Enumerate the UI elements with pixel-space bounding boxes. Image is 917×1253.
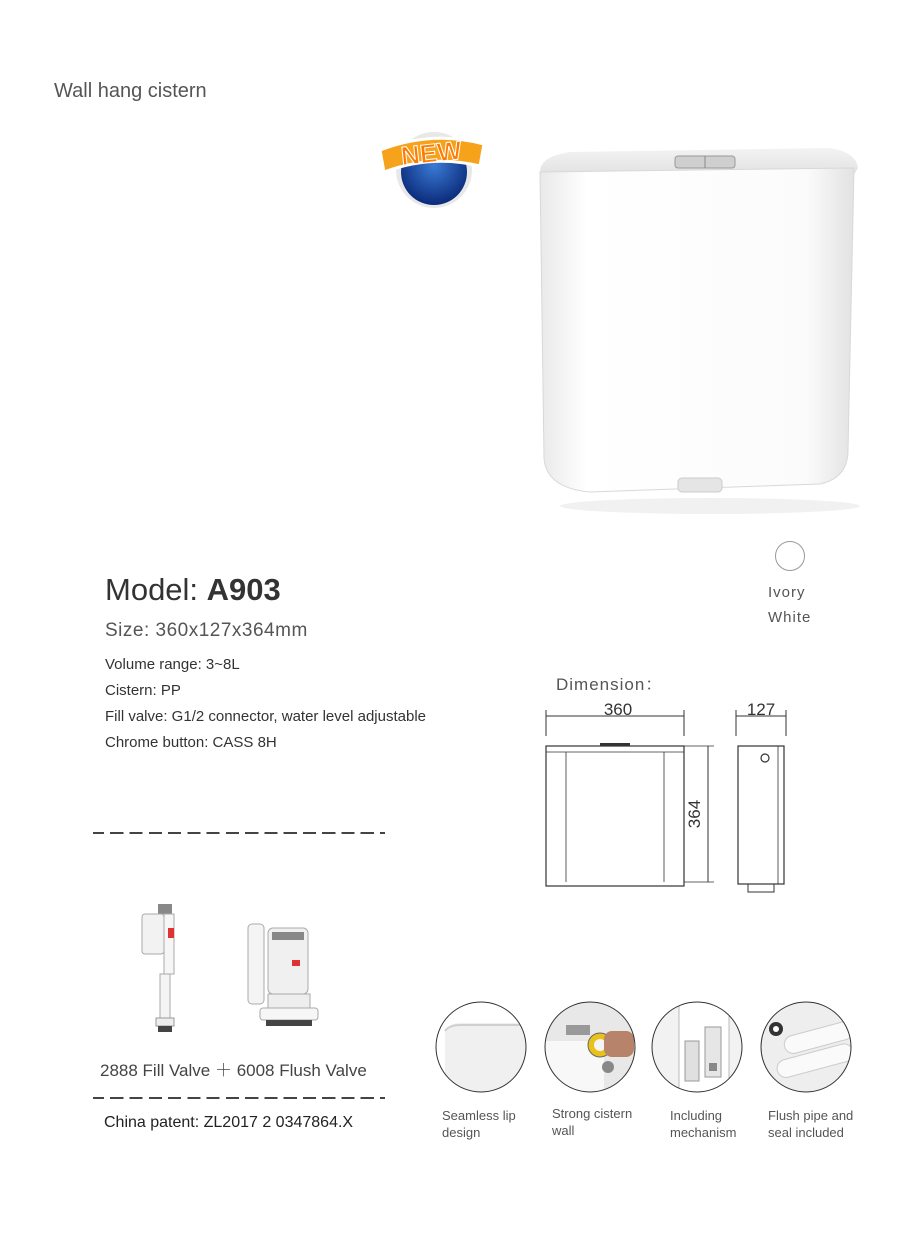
model-title (105, 572, 281, 608)
spec-fill-valve: Fill valve: G1/2 connector, water level adjustable (105, 708, 426, 725)
spec-volume: Volume range: 3~8L (105, 656, 240, 673)
model-code: A903 (206, 572, 281, 607)
dimension-heading: Dimension： (556, 675, 664, 694)
dimension-drawing (540, 696, 800, 906)
patent-number: China patent: ZL2017 2 0347864.X (104, 1114, 354, 1131)
dimension-height-label: 364 (685, 799, 704, 829)
feature-label-seamless-lip: Seamless lip design (442, 1108, 516, 1140)
feature-label-mechanism: Including mechanism (670, 1108, 737, 1140)
model-prefix: Model: (105, 572, 199, 607)
color-name-line2: White (768, 609, 812, 626)
strong-wall-icon (544, 1001, 636, 1093)
page-heading: Wall hang cistern (54, 80, 207, 102)
new-badge-icon (372, 120, 492, 210)
cistern-product-image (530, 138, 865, 518)
valves-caption: 2888 Fill Valve ＋ 6008 Flush Valve (100, 1061, 367, 1080)
valves-product-image (120, 900, 340, 1040)
section-divider (93, 1097, 385, 1099)
spec-chrome-button: Chrome button: CASS 8H (105, 734, 277, 751)
badge-text: NEW (399, 134, 464, 172)
size-spec: Size: 360x127x364mm (105, 620, 308, 641)
dimension-depth-label: 127 (746, 700, 776, 719)
color-name-line1: Ivory (768, 584, 806, 601)
spec-cistern: Cistern: PP (105, 682, 181, 699)
seamless-lip-icon (435, 1001, 527, 1093)
section-divider (93, 832, 385, 834)
feature-label-flush-pipe: Flush pipe and seal included (768, 1108, 854, 1140)
dimension-width-label: 360 (603, 700, 633, 719)
mechanism-icon (651, 1001, 743, 1093)
flush-pipe-icon (760, 1001, 852, 1093)
color-swatch-ivory-white[interactable] (775, 541, 805, 571)
feature-label-strong-wall: Strong cistern wall (552, 1106, 633, 1138)
